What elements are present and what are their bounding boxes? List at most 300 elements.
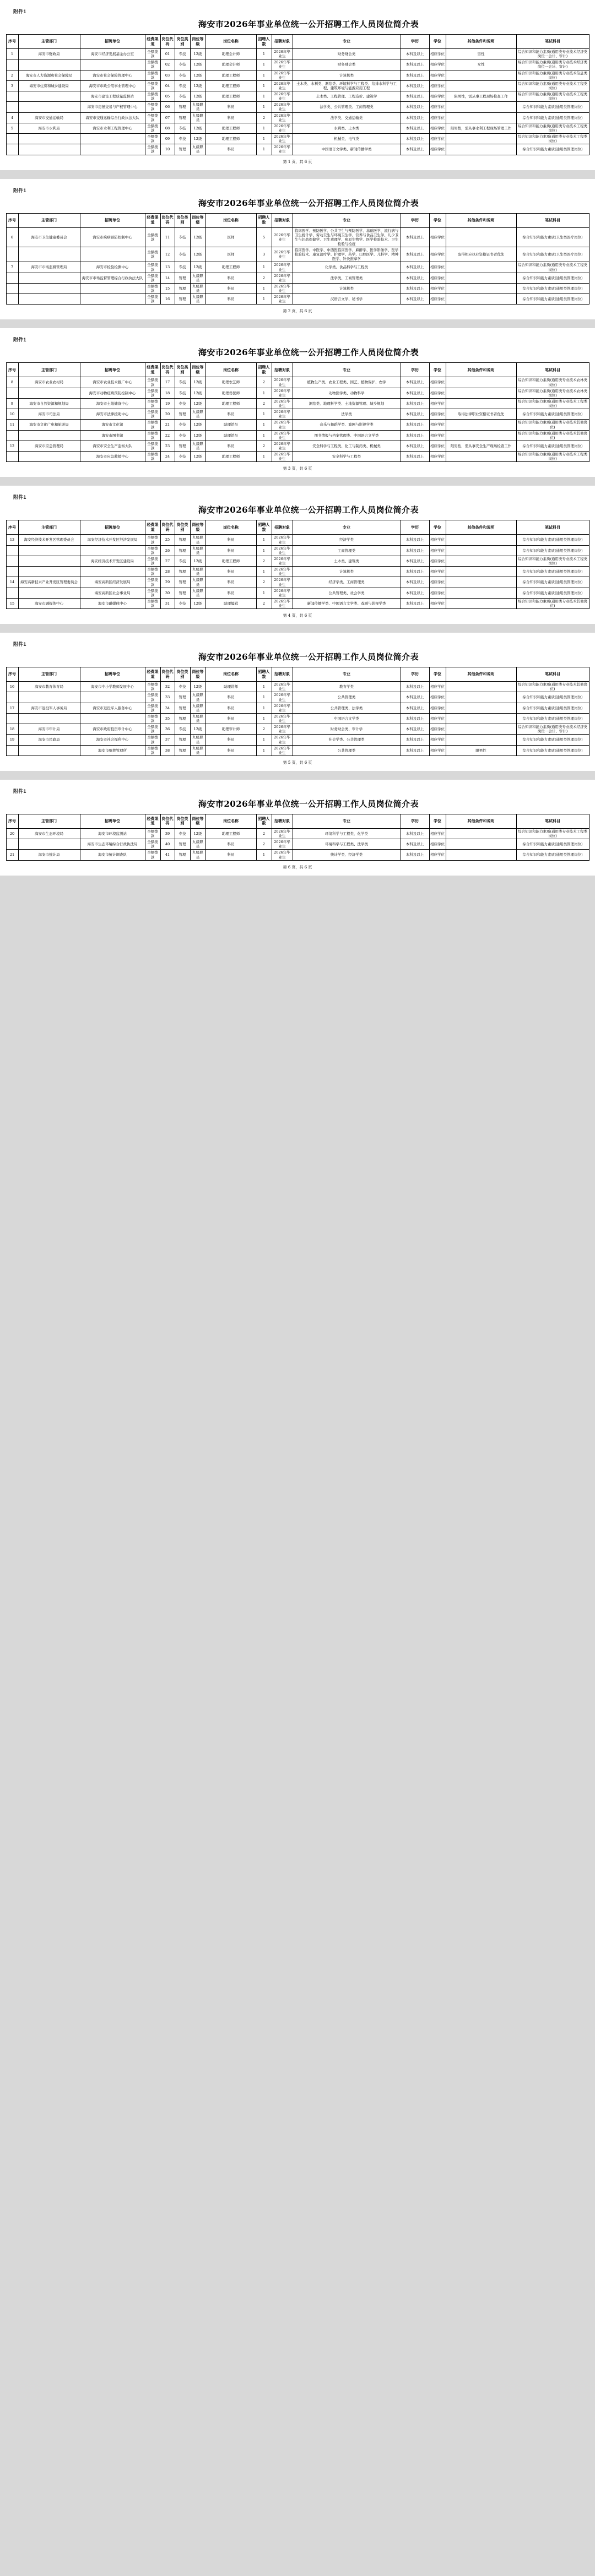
column-header-seq: 序号 bbox=[6, 814, 18, 828]
cell-edu: 本科及以上 bbox=[401, 70, 429, 80]
cell-other bbox=[446, 567, 516, 577]
cell-num: 2 bbox=[256, 598, 272, 608]
column-header-degree: 学位 bbox=[429, 520, 446, 535]
column-header-dept: 主管部门 bbox=[18, 35, 80, 49]
cell-name: 科员 bbox=[205, 102, 256, 112]
cell-major: 统计学类、经济学类 bbox=[293, 850, 401, 860]
cell-target: 2026年毕业生 bbox=[272, 388, 293, 398]
cell-num: 1 bbox=[256, 49, 272, 59]
cell-other: 取得相应执业资格证书者优先 bbox=[446, 247, 516, 262]
cell-degree: 相应学位 bbox=[429, 567, 446, 577]
cell-cat: 管理 bbox=[175, 588, 190, 598]
document-page bbox=[0, 328, 595, 477]
cell-name: 助理会计师 bbox=[205, 59, 256, 70]
cell-degree: 相应学位 bbox=[429, 745, 446, 756]
cell-major: 中国语言文学类 bbox=[293, 713, 401, 724]
cell-fund: 全额拨款 bbox=[145, 452, 160, 462]
cell-target: 2026年毕业生 bbox=[272, 102, 293, 112]
column-header-dept: 主管部门 bbox=[18, 667, 80, 682]
cell-seq bbox=[6, 452, 18, 462]
cell-level: 九级职员 bbox=[190, 735, 205, 745]
cell-cat: 专技 bbox=[175, 724, 190, 735]
cell-edu: 本科及以上 bbox=[401, 588, 429, 598]
cell-cat: 专技 bbox=[175, 556, 190, 566]
column-header-unit: 招聘单位 bbox=[80, 213, 145, 227]
column-header-num: 招聘人数 bbox=[256, 363, 272, 377]
cell-name: 助理工程师 bbox=[205, 134, 256, 144]
cell-exam: 综合知识和能力素质(通用类管理岗位) bbox=[516, 273, 589, 283]
cell-fund: 全额拨款 bbox=[145, 682, 160, 692]
cell-code: 32 bbox=[160, 682, 175, 692]
page-title: 海安市2026年事业单位统一公开招聘工作人员岗位简介表 bbox=[198, 198, 419, 208]
cell-cat: 专技 bbox=[175, 388, 190, 398]
cell-unit: 海安市市政公用事业管理中心 bbox=[80, 80, 145, 91]
cell-edu: 本科及以上 bbox=[401, 377, 429, 388]
cell-num: 1 bbox=[256, 70, 272, 80]
cell-seq bbox=[6, 588, 18, 598]
cell-fund: 全额拨款 bbox=[145, 144, 160, 155]
cell-other bbox=[446, 556, 516, 566]
cell-cat: 专技 bbox=[175, 430, 190, 441]
cell-cat: 专技 bbox=[175, 262, 190, 273]
column-header-cat: 岗位类别 bbox=[175, 213, 190, 227]
cell-unit: 海安市统计调查队 bbox=[80, 850, 145, 860]
positions-table bbox=[6, 814, 589, 861]
cell-fund: 全额拨款 bbox=[145, 273, 160, 283]
cell-code: 15 bbox=[160, 283, 175, 294]
cell-fund: 全额拨款 bbox=[145, 102, 160, 112]
cell-edu: 本科及以上 bbox=[401, 535, 429, 545]
cell-level: 九级职员 bbox=[190, 102, 205, 112]
cell-seq: 9 bbox=[6, 398, 18, 409]
cell-unit bbox=[80, 294, 145, 305]
column-header-dept: 主管部门 bbox=[18, 213, 80, 227]
cell-level: 九级职员 bbox=[190, 577, 205, 588]
cell-target: 2026年毕业生 bbox=[272, 123, 293, 133]
table-row bbox=[6, 273, 589, 283]
cell-cat: 专技 bbox=[175, 123, 190, 133]
cell-edu: 本科及以上 bbox=[401, 91, 429, 102]
cell-degree: 相应学位 bbox=[429, 80, 446, 91]
cell-exam: 综合知识和能力素质(通用类管理岗位) bbox=[516, 102, 589, 112]
cell-exam: 综合知识和能力素质(通用类管理岗位) bbox=[516, 409, 589, 420]
cell-dept bbox=[18, 388, 80, 398]
cell-code: 28 bbox=[160, 567, 175, 577]
cell-other: 限男性，需从事水利工程现场管理工作 bbox=[446, 123, 516, 133]
cell-name: 科员 bbox=[205, 735, 256, 745]
cell-name: 科员 bbox=[205, 112, 256, 123]
cell-num: 2 bbox=[256, 839, 272, 850]
cell-name: 科员 bbox=[205, 577, 256, 588]
cell-code: 23 bbox=[160, 441, 175, 451]
cell-degree: 相应学位 bbox=[429, 545, 446, 556]
page-footer: 第 2 页，共 6 页 bbox=[283, 309, 312, 314]
page-title: 海安市2026年事业单位统一公开招聘工作人员岗位简介表 bbox=[198, 347, 419, 358]
attachment-label: 附件1 bbox=[13, 494, 26, 501]
cell-edu: 本科及以上 bbox=[401, 134, 429, 144]
cell-exam: 综合知识和能力素质(通用类专业技术工程类岗位) bbox=[516, 452, 589, 462]
cell-other bbox=[446, 398, 516, 409]
cell-unit: 海安市法律援助中心 bbox=[80, 409, 145, 420]
column-header-seq: 序号 bbox=[6, 667, 18, 682]
cell-other bbox=[446, 294, 516, 305]
cell-level: 九级职员 bbox=[190, 839, 205, 850]
cell-exam: 综合知识和能力素质(通用类专业技术工程类岗位) bbox=[516, 262, 589, 273]
cell-target: 2026年毕业生 bbox=[272, 828, 293, 839]
cell-unit bbox=[80, 567, 145, 577]
cell-fund: 全额拨款 bbox=[145, 567, 160, 577]
cell-major: 工商管理类 bbox=[293, 545, 401, 556]
cell-other bbox=[446, 70, 516, 80]
cell-target: 2026年毕业生 bbox=[272, 452, 293, 462]
cell-code: 07 bbox=[160, 112, 175, 123]
cell-other bbox=[446, 377, 516, 388]
cell-name: 科员 bbox=[205, 745, 256, 756]
cell-num: 1 bbox=[256, 123, 272, 133]
column-header-level: 岗位等级 bbox=[190, 35, 205, 49]
column-header-unit: 招聘单位 bbox=[80, 520, 145, 535]
cell-major: 环境科学与工程类、化学类 bbox=[293, 828, 401, 839]
positions-table bbox=[6, 213, 589, 305]
cell-target: 2026年毕业生 bbox=[272, 441, 293, 451]
cell-other bbox=[446, 724, 516, 735]
column-header-dept: 主管部门 bbox=[18, 520, 80, 535]
cell-code: 36 bbox=[160, 724, 175, 735]
cell-dept: 海安市住房和城乡建设局 bbox=[18, 80, 80, 91]
cell-dept: 海安市统计局 bbox=[18, 850, 80, 860]
cell-seq bbox=[6, 247, 18, 262]
cell-code: 30 bbox=[160, 588, 175, 598]
cell-target: 2026年毕业生 bbox=[272, 850, 293, 860]
cell-num: 1 bbox=[256, 692, 272, 703]
cell-degree: 相应学位 bbox=[429, 123, 446, 133]
cell-exam: 综合知识和能力素质(通用类专业技术工程类岗位) bbox=[516, 91, 589, 102]
cell-exam: 综合知识和能力素质(通用类专业技术工程类岗位) bbox=[516, 123, 589, 133]
cell-target: 2026年毕业生 bbox=[272, 112, 293, 123]
cell-num: 2 bbox=[256, 556, 272, 566]
cell-level: 九级职员 bbox=[190, 273, 205, 283]
column-header-num: 招聘人数 bbox=[256, 213, 272, 227]
cell-dept: 海安市人力资源和社会保障局 bbox=[18, 70, 80, 80]
table-row bbox=[6, 839, 589, 850]
cell-code: 05 bbox=[160, 91, 175, 102]
cell-num: 1 bbox=[256, 850, 272, 860]
column-header-fund: 经费渠道 bbox=[145, 35, 160, 49]
table-row bbox=[6, 567, 589, 577]
cell-num: 1 bbox=[256, 59, 272, 70]
cell-major: 经济学类、工商管理类 bbox=[293, 577, 401, 588]
cell-num: 1 bbox=[256, 452, 272, 462]
cell-code: 08 bbox=[160, 123, 175, 133]
cell-exam: 综合知识和能力素质(通用类专业技术工程类岗位) bbox=[516, 398, 589, 409]
cell-fund: 全额拨款 bbox=[145, 703, 160, 713]
cell-name: 助理讲师 bbox=[205, 682, 256, 692]
column-header-edu: 学历 bbox=[401, 363, 429, 377]
cell-num: 1 bbox=[256, 134, 272, 144]
column-header-cat: 岗位类别 bbox=[175, 363, 190, 377]
cell-unit: 海安市环境监测站 bbox=[80, 828, 145, 839]
table-row bbox=[6, 724, 589, 735]
cell-num: 1 bbox=[256, 144, 272, 155]
cell-other bbox=[446, 273, 516, 283]
cell-major: 机械类、电气类 bbox=[293, 134, 401, 144]
cell-code: 12 bbox=[160, 247, 175, 262]
cell-major: 土木类、建筑类 bbox=[293, 556, 401, 566]
cell-exam: 综合知识和能力素质(通用类管理岗位) bbox=[516, 441, 589, 451]
cell-dept: 海安市生态环境局 bbox=[18, 828, 80, 839]
cell-level: 九级职员 bbox=[190, 112, 205, 123]
cell-cat: 专技 bbox=[175, 247, 190, 262]
cell-other: 男性 bbox=[446, 49, 516, 59]
cell-num: 1 bbox=[256, 682, 272, 692]
column-header-other: 其他条件和说明 bbox=[446, 667, 516, 682]
cell-dept: 海安市民政局 bbox=[18, 735, 80, 745]
cell-seq bbox=[6, 388, 18, 398]
table-row bbox=[6, 577, 589, 588]
cell-level: 九级职员 bbox=[190, 745, 205, 756]
cell-level: 九级职员 bbox=[190, 283, 205, 294]
cell-seq: 6 bbox=[6, 227, 18, 247]
cell-code: 38 bbox=[160, 745, 175, 756]
column-header-exam: 笔试科目 bbox=[516, 35, 589, 49]
table-row bbox=[6, 388, 589, 398]
cell-other bbox=[446, 598, 516, 608]
column-header-code: 岗位代码 bbox=[160, 814, 175, 828]
table-row bbox=[6, 452, 589, 462]
cell-major: 测绘类、地理科学类、土地资源管理、城乡规划 bbox=[293, 398, 401, 409]
column-header-fund: 经费渠道 bbox=[145, 814, 160, 828]
cell-num: 1 bbox=[256, 409, 272, 420]
cell-exam: 综合知识和能力素质(通用类管理岗位) bbox=[516, 588, 589, 598]
cell-code: 16 bbox=[160, 294, 175, 305]
cell-name: 科员 bbox=[205, 545, 256, 556]
cell-dept bbox=[18, 134, 80, 144]
table-row bbox=[6, 828, 589, 839]
cell-edu: 本科及以上 bbox=[401, 102, 429, 112]
column-header-level: 岗位等级 bbox=[190, 363, 205, 377]
cell-degree: 相应学位 bbox=[429, 91, 446, 102]
table-row bbox=[6, 735, 589, 745]
cell-target: 2026年毕业生 bbox=[272, 398, 293, 409]
cell-name: 科员 bbox=[205, 273, 256, 283]
cell-major: 公共管理类 bbox=[293, 692, 401, 703]
cell-other: 限男性，需从事安全生产现场检查工作 bbox=[446, 441, 516, 451]
cell-edu: 本科及以上 bbox=[401, 598, 429, 608]
column-header-other: 其他条件和说明 bbox=[446, 814, 516, 828]
cell-degree: 相应学位 bbox=[429, 377, 446, 388]
cell-code: 02 bbox=[160, 59, 175, 70]
column-header-degree: 学位 bbox=[429, 35, 446, 49]
cell-dept bbox=[18, 144, 80, 155]
cell-name: 科员 bbox=[205, 850, 256, 860]
cell-dept: 海安市财政局 bbox=[18, 49, 80, 59]
cell-edu: 本科及以上 bbox=[401, 703, 429, 713]
cell-name: 助理工程师 bbox=[205, 398, 256, 409]
cell-unit: 海安市房屋交易与产权管理中心 bbox=[80, 102, 145, 112]
cell-name: 医师 bbox=[205, 247, 256, 262]
cell-name: 助理工程师 bbox=[205, 80, 256, 91]
cell-fund: 全额拨款 bbox=[145, 377, 160, 388]
table-row bbox=[6, 682, 589, 692]
cell-edu: 本科及以上 bbox=[401, 839, 429, 850]
cell-unit bbox=[80, 247, 145, 262]
table-row bbox=[6, 91, 589, 102]
table-header-row bbox=[6, 814, 589, 828]
positions-table bbox=[6, 520, 589, 609]
cell-unit: 海安市交通运输综合行政执法大队 bbox=[80, 112, 145, 123]
cell-seq: 15 bbox=[6, 598, 18, 608]
column-header-seq: 序号 bbox=[6, 363, 18, 377]
cell-cat: 管理 bbox=[175, 703, 190, 713]
column-header-seq: 序号 bbox=[6, 213, 18, 227]
cell-exam: 综合知识和能力素质(通用类专业技术农林类岗位) bbox=[516, 388, 589, 398]
column-header-code: 岗位代码 bbox=[160, 213, 175, 227]
cell-code: 37 bbox=[160, 735, 175, 745]
cell-dept: 海安市农业农村局 bbox=[18, 377, 80, 388]
cell-code: 29 bbox=[160, 577, 175, 588]
cell-seq bbox=[6, 839, 18, 850]
column-header-unit: 招聘单位 bbox=[80, 35, 145, 49]
cell-seq: 14 bbox=[6, 577, 18, 588]
cell-unit: 海安市殡葬管理所 bbox=[80, 745, 145, 756]
cell-major: 社会学类、公共管理类 bbox=[293, 735, 401, 745]
page-footer: 第 4 页，共 6 页 bbox=[283, 613, 312, 618]
cell-major: 法学类、工商管理类 bbox=[293, 273, 401, 283]
cell-dept bbox=[18, 452, 80, 462]
cell-code: 06 bbox=[160, 102, 175, 112]
cell-code: 33 bbox=[160, 692, 175, 703]
cell-target: 2026年毕业生 bbox=[272, 839, 293, 850]
cell-major: 法学类、交通运输类 bbox=[293, 112, 401, 123]
cell-name: 科员 bbox=[205, 144, 256, 155]
cell-degree: 相应学位 bbox=[429, 398, 446, 409]
column-header-code: 岗位代码 bbox=[160, 35, 175, 49]
column-header-edu: 学历 bbox=[401, 667, 429, 682]
cell-exam: 综合知识和能力素质(通用类管理岗位) bbox=[516, 567, 589, 577]
cell-other: 限男性 bbox=[446, 745, 516, 756]
column-header-num: 招聘人数 bbox=[256, 35, 272, 49]
cell-unit: 海安市检验检测中心 bbox=[80, 262, 145, 273]
column-header-name: 岗位名称 bbox=[205, 213, 256, 227]
cell-cat: 专技 bbox=[175, 682, 190, 692]
cell-dept: 海安市卫生健康委员会 bbox=[18, 227, 80, 247]
cell-seq bbox=[6, 134, 18, 144]
cell-fund: 全额拨款 bbox=[145, 839, 160, 850]
cell-num: 2 bbox=[256, 724, 272, 735]
cell-num: 1 bbox=[256, 80, 272, 91]
table-row bbox=[6, 420, 589, 430]
cell-exam: 综合知识和能力素质(通用类专业技术经济类岗位一会计、审计) bbox=[516, 49, 589, 59]
cell-unit: 海安市农业技术推广中心 bbox=[80, 377, 145, 388]
cell-fund: 全额拨款 bbox=[145, 598, 160, 608]
cell-major: 法学类、公共管理类、工商管理类 bbox=[293, 102, 401, 112]
cell-degree: 相应学位 bbox=[429, 112, 446, 123]
table-row bbox=[6, 850, 589, 860]
cell-degree: 相应学位 bbox=[429, 283, 446, 294]
cell-unit: 海安市融媒体中心 bbox=[80, 598, 145, 608]
cell-seq bbox=[6, 567, 18, 577]
cell-degree: 相应学位 bbox=[429, 850, 446, 860]
cell-edu: 本科及以上 bbox=[401, 294, 429, 305]
cell-unit bbox=[80, 692, 145, 703]
cell-other bbox=[446, 545, 516, 556]
table-row bbox=[6, 227, 589, 247]
cell-name: 助理编辑 bbox=[205, 598, 256, 608]
cell-target: 2026年毕业生 bbox=[272, 745, 293, 756]
cell-name: 科员 bbox=[205, 409, 256, 420]
cell-target: 2026年毕业生 bbox=[272, 420, 293, 430]
cell-major: 土木类、水利类、测绘类、环境科学与工程类、给排水科学与工程、建筑环境与能源应用工程 bbox=[293, 80, 401, 91]
cell-cat: 专技 bbox=[175, 134, 190, 144]
cell-degree: 相应学位 bbox=[429, 441, 446, 451]
cell-other bbox=[446, 713, 516, 724]
cell-target: 2026年毕业生 bbox=[272, 577, 293, 588]
cell-seq: 16 bbox=[6, 682, 18, 692]
cell-dept bbox=[18, 430, 80, 441]
cell-major: 植物生产类、农业工程类、园艺、植物保护、农学 bbox=[293, 377, 401, 388]
cell-level: 12级 bbox=[190, 80, 205, 91]
cell-unit: 海安市水利工程管理中心 bbox=[80, 123, 145, 133]
cell-num: 2 bbox=[256, 441, 272, 451]
column-header-degree: 学位 bbox=[429, 667, 446, 682]
cell-degree: 相应学位 bbox=[429, 588, 446, 598]
cell-seq: 13 bbox=[6, 535, 18, 545]
cell-cat: 管理 bbox=[175, 577, 190, 588]
cell-unit: 海安高新区经济发展局 bbox=[80, 577, 145, 588]
cell-seq: 3 bbox=[6, 80, 18, 91]
column-header-name: 岗位名称 bbox=[205, 363, 256, 377]
cell-seq: 18 bbox=[6, 724, 18, 735]
cell-major: 经济学类 bbox=[293, 535, 401, 545]
cell-level: 12级 bbox=[190, 91, 205, 102]
cell-exam: 综合知识和能力素质(通用类专业技术工程类岗位) bbox=[516, 80, 589, 91]
cell-cat: 管理 bbox=[175, 713, 190, 724]
column-header-degree: 学位 bbox=[429, 814, 446, 828]
cell-fund: 全额拨款 bbox=[145, 227, 160, 247]
cell-exam: 综合知识和能力素质(通用类管理岗位) bbox=[516, 294, 589, 305]
table-row bbox=[6, 49, 589, 59]
column-header-major: 专业 bbox=[293, 363, 401, 377]
cell-level: 12级 bbox=[190, 682, 205, 692]
cell-fund: 全额拨款 bbox=[145, 409, 160, 420]
document-page bbox=[0, 179, 595, 320]
cell-seq: 11 bbox=[6, 420, 18, 430]
cell-cat: 管理 bbox=[175, 535, 190, 545]
cell-fund: 全额拨款 bbox=[145, 577, 160, 588]
cell-other bbox=[446, 535, 516, 545]
page-footer: 第 6 页，共 6 页 bbox=[283, 865, 312, 869]
cell-fund: 全额拨款 bbox=[145, 735, 160, 745]
cell-edu: 本科及以上 bbox=[401, 80, 429, 91]
cell-other: 女性 bbox=[446, 59, 516, 70]
cell-edu: 本科及以上 bbox=[401, 452, 429, 462]
cell-name: 科员 bbox=[205, 839, 256, 850]
cell-level: 九级职员 bbox=[190, 441, 205, 451]
cell-num: 1 bbox=[256, 294, 272, 305]
cell-exam: 综合知识和能力素质(通用类管理岗位) bbox=[516, 703, 589, 713]
cell-other bbox=[446, 430, 516, 441]
cell-other bbox=[446, 262, 516, 273]
cell-unit: 海安市生态环境综合行政执法局 bbox=[80, 839, 145, 850]
cell-dept: 海安市退役军人事务局 bbox=[18, 703, 80, 713]
cell-edu: 本科及以上 bbox=[401, 828, 429, 839]
cell-name: 科员 bbox=[205, 441, 256, 451]
column-header-major: 专业 bbox=[293, 814, 401, 828]
cell-unit: 海安经济技术开发区建设局 bbox=[80, 556, 145, 566]
cell-other bbox=[446, 283, 516, 294]
cell-num: 3 bbox=[256, 247, 272, 262]
table-row bbox=[6, 144, 589, 155]
